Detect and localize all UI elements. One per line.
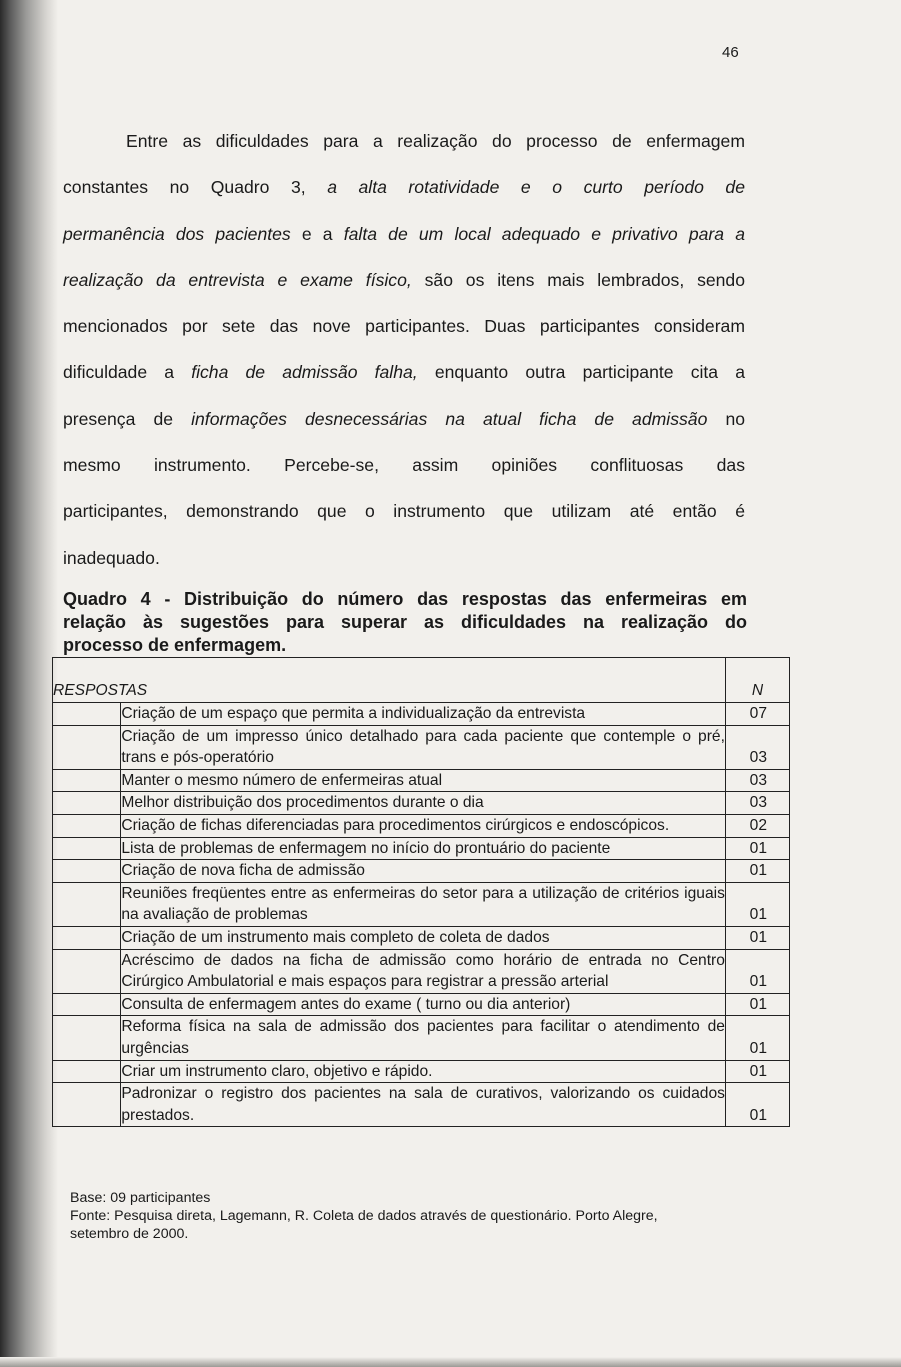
row-count: 01 [725,1060,789,1083]
row-empty-cell [53,703,121,726]
row-count: 01 [725,837,789,860]
row-response: Reuniões freqüentes entre as enfermeiras do setor para a utilização de critérios iguais na avaliação de problemas [121,882,726,926]
page-number: 46 [722,44,739,61]
row-count: 01 [725,882,789,926]
footnote-base: Base: 09 participantes [70,1190,211,1206]
row-empty-cell [53,769,121,792]
row-response: Melhor distribuição dos procedimentos durante o dia [121,792,726,815]
table-row [53,1083,790,1127]
header-n: N [725,658,789,703]
table-row [53,1016,790,1060]
row-empty-cell [53,949,121,993]
caption-line: relação às sugestões para superar as dificuldades na realização do [63,612,747,632]
row-empty-cell [53,926,121,949]
responses-table [52,657,790,1127]
row-count: 03 [725,769,789,792]
paragraph-line: inadequado. [63,547,160,568]
row-response: Criação de um impresso único detalhado para cada paciente que contemple o pré, trans e pós-operatório [121,725,726,769]
row-empty-cell [53,993,121,1016]
row-count: 01 [725,993,789,1016]
paragraph-line: mencionados por sete das nove participantes. Duas participantes consideram [63,316,745,337]
table-caption [63,588,747,657]
table-row [53,792,790,815]
row-response: Criação de um instrumento mais completo de coleta de dados [121,926,726,949]
row-response: Manter o mesmo número de enfermeiras atual [121,769,726,792]
row-count: 01 [725,926,789,949]
paragraph-line: mesmo instrumento. Percebe-se, assim opiniões conflituosas das [63,455,745,476]
paragraph-line: constantes no Quadro 3, a alta rotatividade e o curto período de [63,177,746,198]
table-row [53,703,790,726]
row-empty-cell [53,882,121,926]
row-response: Criar um instrumento claro, objetivo e rápido. [121,1060,726,1083]
row-count: 01 [725,949,789,993]
paragraph-line: participantes, demonstrando que o instrumento que utilizam até então é [63,501,745,522]
book-binding-shadow [0,0,58,1367]
row-response: Reforma física na sala de admissão dos pacientes para facilitar o atendimento de urgências [121,1016,726,1060]
table-row [53,769,790,792]
caption-line: Quadro 4 - Distribuição do número das respostas das enfermeiras em [63,589,747,609]
row-response: Criação de nova ficha de admissão [121,860,726,883]
row-empty-cell [53,860,121,883]
paragraph-line: dificuldade a ficha de admissão falha, enquanto outra participante cita a [63,362,745,383]
table-header-row [53,658,790,703]
row-response: Lista de problemas de enfermagem no início do prontuário do paciente [121,837,726,860]
table-row [53,837,790,860]
table-row [53,993,790,1016]
row-count: 03 [725,725,789,769]
caption-line: processo de enfermagem. [63,635,287,655]
table-row [53,860,790,883]
page-bottom-edge [0,1357,901,1367]
row-empty-cell [53,1016,121,1060]
row-response: Padronizar o registro dos pacientes na sala de curativos, valorizando os cuidados prestados. [121,1083,726,1127]
row-count: 07 [725,703,789,726]
row-count: 02 [725,814,789,837]
row-empty-cell [53,837,121,860]
row-empty-cell [53,725,121,769]
row-response: Criação de fichas diferenciadas para procedimentos cirúrgicos e endoscópicos. [121,814,726,837]
paragraph-line: permanência dos pacientes e a falta de um local adequado e privativo para a [63,223,745,244]
table-footnote [70,1189,790,1243]
footnote-source-cont: setembro de 2000. [70,1226,189,1242]
row-count: 01 [725,1083,789,1127]
row-count: 03 [725,792,789,815]
header-respostas: RESPOSTAS [53,658,726,703]
row-response: Criação de um espaço que permita a individualização da entrevista [121,703,726,726]
table-row [53,882,790,926]
row-empty-cell [53,1060,121,1083]
row-empty-cell [53,1083,121,1127]
footnote-source: Fonte: Pesquisa direta, Lagemann, R. Coleta de dados através de questionário. Porto Alegre, [70,1208,658,1224]
table-row [53,926,790,949]
table-row [53,814,790,837]
paragraph-line: presença de informações desnecessárias na atual ficha de admissão no [63,408,746,429]
row-response: Acréscimo de dados na ficha de admissão como horário de entrada no Centro Cirúrgico Ambulatorial e mais espaços para registrar a pressão arterial [121,949,726,993]
row-count: 01 [725,1016,789,1060]
row-response: Consulta de enfermagem antes do exame ( turno ou dia anterior) [121,993,726,1016]
row-empty-cell [53,814,121,837]
table-row [53,1060,790,1083]
row-empty-cell [53,792,121,815]
paragraph-line: realização da entrevista e exame físico, são os itens mais lembrados, sendo [63,269,746,290]
table-row [53,949,790,993]
table-row [53,725,790,769]
row-count: 01 [725,860,789,883]
body-paragraph [63,118,745,581]
paragraph-line: Entre as dificuldades para a realização do processo de enfermagem [126,131,745,151]
